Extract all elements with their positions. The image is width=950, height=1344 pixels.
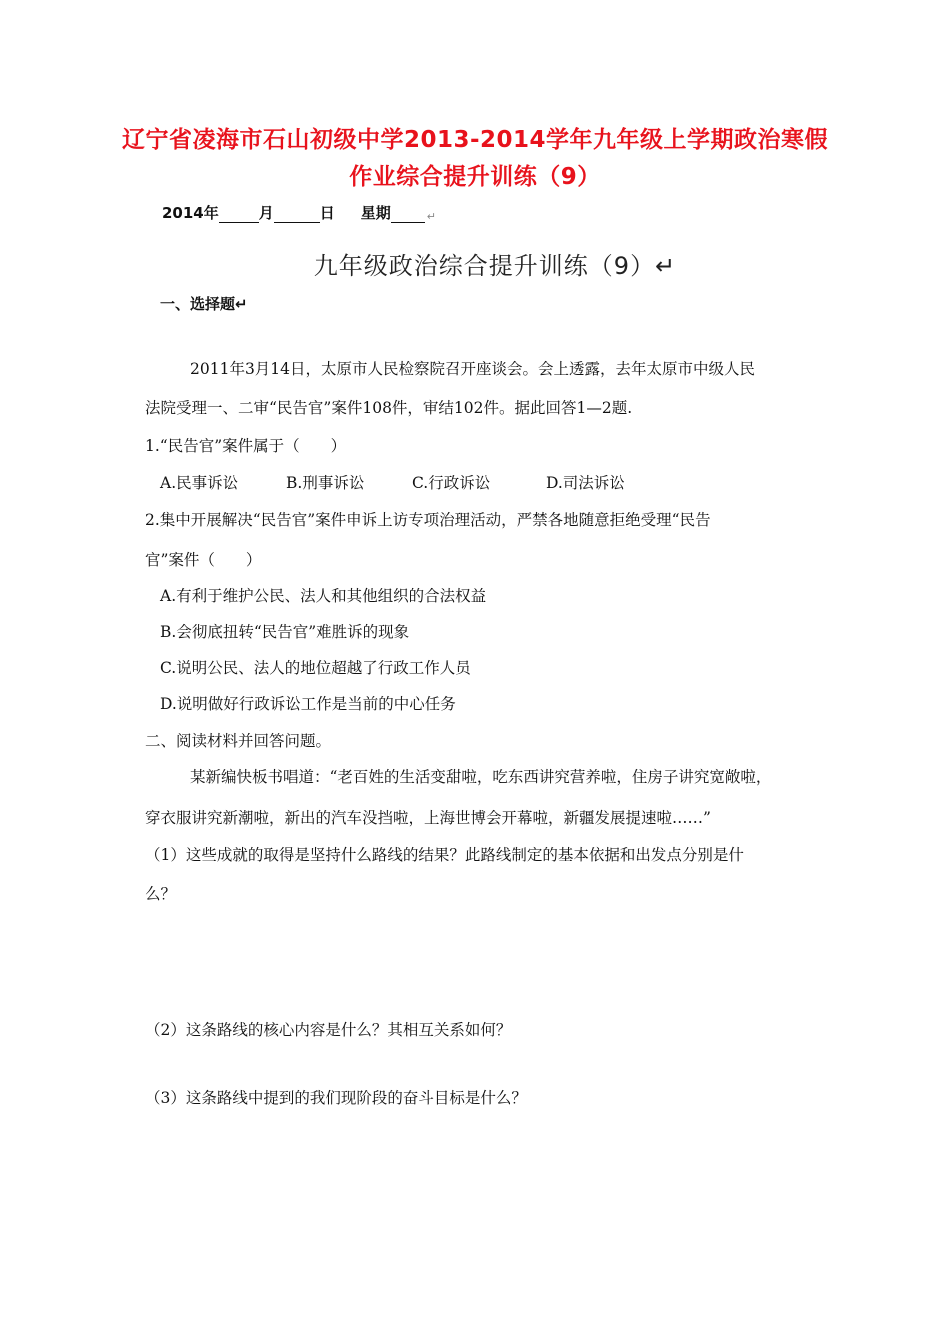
date-month-label: 月 (258, 204, 274, 222)
document-title-line1: 辽宁省凌海市石山初级中学2013-2014学年九年级上学期政治寒假 (121, 127, 829, 153)
q1-option-d: D.司法诉讼 (546, 474, 625, 492)
reading-question-3: （3）这条路线中提到的我们现阶段的奋斗目标是什么？ (145, 1089, 527, 1107)
material-line-1: 2011年3月14日，太原市人民检察院召开座谈会。会上透露，去年太原市中级人民 (190, 360, 756, 378)
return-mark-icon: ↵ (426, 210, 437, 223)
date-year-label: 2014年 (162, 204, 219, 222)
section-heading-reading: 二、阅读材料并回答问题。 (145, 732, 332, 750)
material-line-2: 法院受理一、二审“民告官”案件108件，审结102件。据此回答1—2题. (145, 399, 633, 417)
question-2-stem-line-2: 官”案件（ ） (145, 551, 262, 569)
q2-option-c: C.说明公民、法人的地位超越了行政工作人员 (160, 659, 471, 677)
q2-option-a: A.有利于维护公民、法人和其他组织的合法权益 (160, 587, 487, 605)
q1-option-a: A.民事诉讼 (160, 474, 239, 492)
section-heading-choice: 一、选择题↵ (160, 295, 248, 313)
question-1-stem: 1.“民告官”案件属于（ ） (145, 437, 347, 455)
q2-option-b: B.会彻底扭转“民告官”难胜诉的现象 (160, 623, 410, 641)
reading-question-1-line-2: 么？ (145, 885, 177, 903)
q2-option-d: D.说明做好行政诉讼工作是当前的中心任务 (160, 695, 456, 713)
reading-question-2: （2）这条路线的核心内容是什么？其相互关系如何？ (145, 1021, 512, 1039)
day-blank (274, 206, 320, 223)
date-weekday-label: 星期 (360, 204, 391, 222)
exercise-subtitle: 九年级政治综合提升训练（9）↵ (313, 252, 677, 280)
reading-material-line-2: 穿衣服讲究新潮啦，新出的汽车没挡啦，上海世博会开幕啦，新疆发展提速啦……” (145, 809, 711, 827)
q1-option-c: C.行政诉讼 (412, 474, 491, 492)
question-2-stem-line-1: 2.集中开展解决“民告官”案件申诉上访专项治理活动，严禁各地随意拒绝受理“民告 (145, 511, 711, 529)
reading-material-line-1: 某新编快板书唱道：“老百姓的生活变甜啦，吃东西讲究营养啦，住房子讲究宽敞啦， (190, 768, 772, 786)
reading-question-1-line-1: （1）这些成就的取得是坚持什么路线的结果？此路线制定的基本依据和出发点分别是什 (145, 846, 744, 864)
question-1-options (160, 471, 625, 493)
date-line (162, 202, 436, 223)
month-blank (219, 206, 259, 223)
q1-option-b: B.刑事诉讼 (286, 474, 365, 492)
document-title-line2: 作业综合提升训练（9） (349, 164, 601, 190)
date-day-label: 日 (319, 204, 335, 222)
weekday-blank (391, 206, 425, 223)
